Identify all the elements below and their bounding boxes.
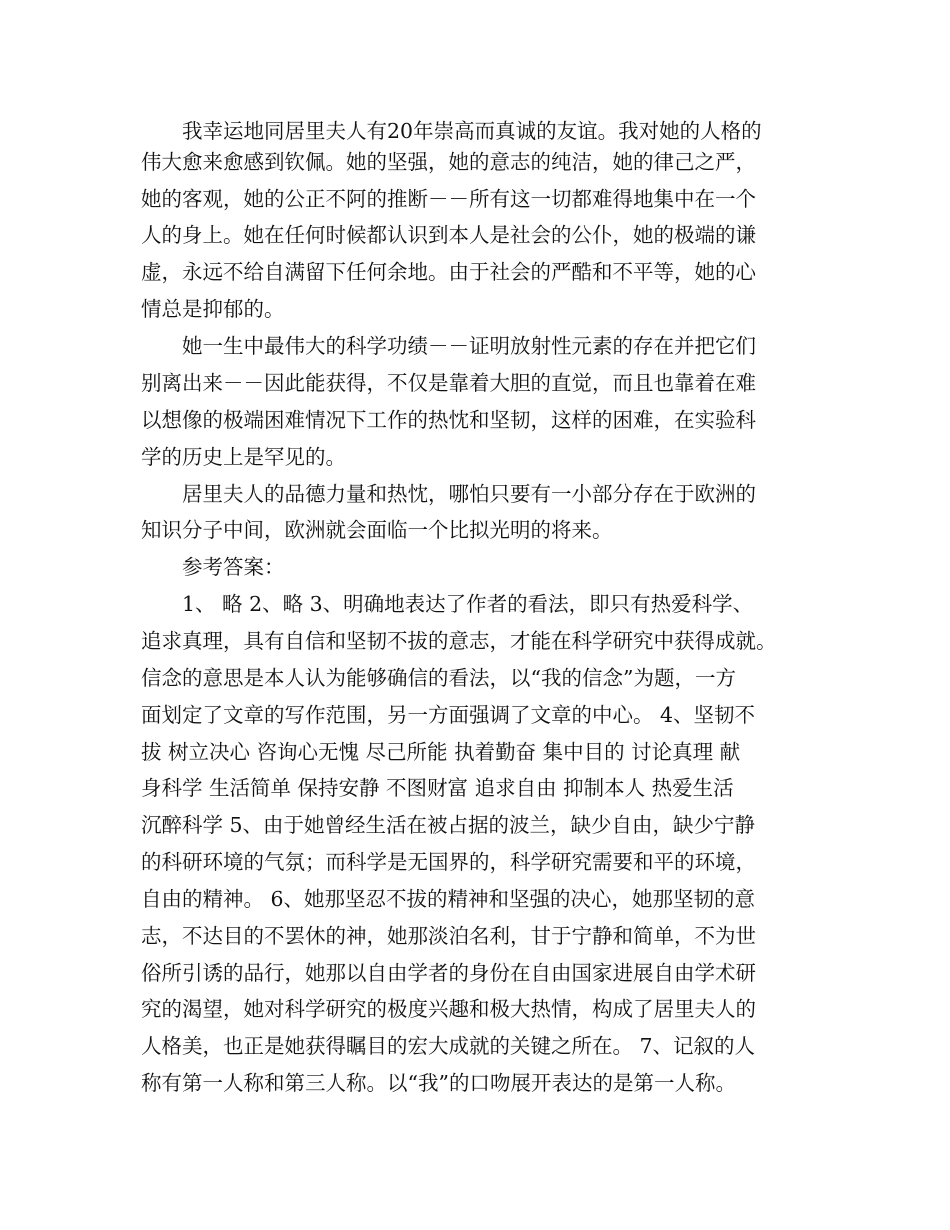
paragraph-2-line-1: 她一生中最伟大的科学功绩－－证明放射性元素的存在并把它们 [182, 334, 756, 358]
answer-line-5: 拔 树立决心 咨询心无愧 尽己所能 执着勤奋 集中目的 讨论真理 献 [141, 740, 741, 764]
answer-line-4: 面划定了文章的写作范围，另一方面强调了文章的中心。 4、坚韧不 [141, 703, 756, 727]
answer-line-12: 究的渴望，她对科学研究的极度兴趣和极大热情，构成了居里夫人的 [141, 997, 756, 1021]
paragraph-3-line-2: 知识分子中间，欧洲就会面临一个比拟光明的将来。 [141, 518, 613, 542]
answer-line-7: 沉醉科学 5、由于她曾经生活在被占据的波兰，缺少自由，缺少宁静 [141, 813, 756, 837]
answer-line-3: 信念的意思是本人认为能够确信的看法，以“我的信念”为题，一方 [141, 666, 736, 690]
paragraph-1-line-4: 人的身上。她在任何时候都认识到本人是社会的公仆，她的极端的谦 [141, 223, 756, 247]
answer-line-13: 人格美，也正是她获得瞩目的宏大成就的关键之所在。 7、记叙的人 [141, 1034, 756, 1058]
paragraph-1-line-5: 虚，永远不给自满留下任何余地。由于社会的严酷和不平等，她的心 [141, 260, 756, 284]
paragraph-2-line-4: 学的历史上是罕见的。 [141, 445, 346, 469]
answer-line-10: 志，不达目的不罢休的神，她那淡泊名利，甘于宁静和简单，不为世 [141, 924, 756, 948]
answer-heading: 参考答案： [182, 555, 285, 579]
paragraph-3-line-1: 居里夫人的品德力量和热忱，哪怕只要有一小部分存在于欧洲的 [182, 482, 756, 506]
answer-line-8: 的科研环境的气氛；而科学是无国界的，科学研究需要和平的环境， [141, 850, 756, 874]
answer-line-9: 自由的精神。 6、她那坚忍不拔的精神和坚强的决心，她那坚韧的意 [141, 887, 756, 911]
paragraph-1-line-6: 情总是抑郁的。 [141, 297, 285, 321]
answer-line-11: 俗所引诱的品行，她那以自由学者的身份在自由国家进展自由学术研 [141, 961, 756, 985]
paragraph-1-line-3: 她的客观，她的公正不阿的推断－－所有这一切都难得地集中在一个 [141, 187, 756, 211]
answer-line-2: 追求真理，具有自信和坚韧不拔的意志，才能在科学研究中获得成就。 [141, 629, 777, 653]
answer-line-14: 称有第一人称和第三人称。以“我”的口吻展开表达的是第一人称。 [141, 1071, 736, 1095]
paragraph-2-line-2: 别离出来－－因此能获得，不仅是靠着大胆的直觉，而且也靠着在难 [141, 371, 756, 395]
paragraph-1-line-1: 我幸运地同居里夫人有20年崇高而真诚的友谊。我对她的人格的 [182, 119, 762, 143]
paragraph-2-line-3: 以想像的极端困难情况下工作的热忱和坚韧，这样的困难，在实验科 [141, 408, 756, 432]
paragraph-1-line-2: 伟大愈来愈感到钦佩。她的坚强，她的意志的纯洁，她的律己之严， [141, 150, 756, 174]
answer-line-1: 1、 略 2、略 3、明确地表达了作者的看法，即只有热爱科学、 [182, 592, 754, 616]
answer-line-6: 身科学 生活简单 保持安静 不图财富 追求自由 抑制本人 热爱生活 [141, 776, 734, 800]
